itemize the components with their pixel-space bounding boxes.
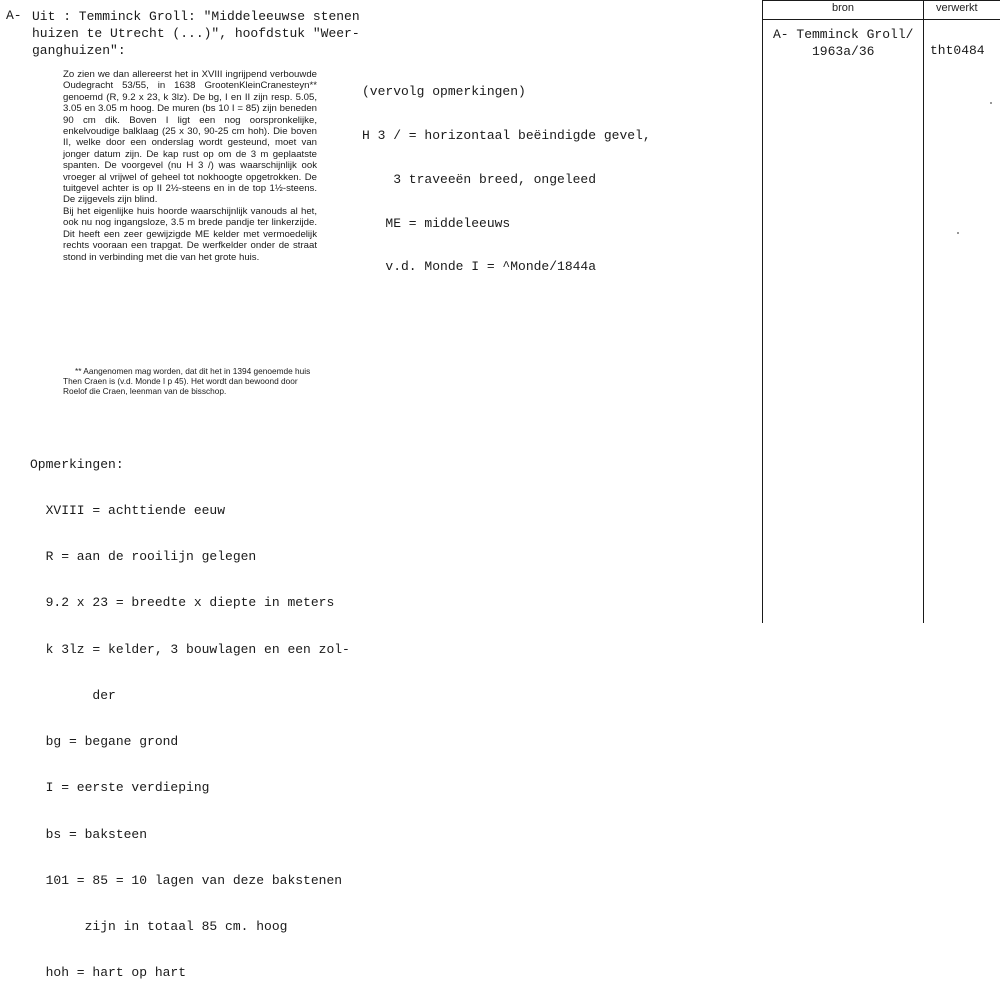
- scan-speck: [957, 232, 959, 234]
- verwerkt-cell: tht0484: [930, 43, 985, 58]
- scan-speck: [990, 102, 992, 104]
- entry-label: A-: [6, 8, 22, 23]
- remark-line: der: [30, 687, 116, 703]
- remark-line: 3 traveeën breed, ongeleed: [362, 171, 597, 187]
- remark-line: k 3lz = kelder, 3 bouwlagen en een zol-: [30, 641, 350, 657]
- bron-cell: A- Temminck Groll/ 1963a/36: [773, 27, 914, 59]
- remark-line: v.d. Monde I = ^Monde/1844a: [362, 259, 597, 275]
- remark-line: 9.2 x 23 = breedte x diepte in meters: [30, 595, 335, 611]
- source-heading: Uit : Temminck Groll: "Middeleeuwse stenen huizen te Utrecht (...)", hoofdstuk "Weer- ganghuizen":: [32, 9, 360, 58]
- quote-paragraph-2: Bij het eigenlijke huis hoorde waarschijnlijk vanouds al het, ook nu nog ingangsloze, 3.5 m brede pandje ter linkerzijde. Dit heeft een zeer gewijzigde ME kelder met vermoedelijk rechts vooraan een trapgat. De werfkelder onder de straat stond in verbinding met die van het grote huis.: [63, 205, 317, 263]
- quoted-passage: [63, 69, 317, 263]
- remark-line: I = eerste verdieping: [30, 780, 210, 796]
- table-border-left: [762, 0, 763, 623]
- footnote: ** Aangenomen mag worden, dat dit het in 1394 genoemde huis Then Craen is (v.d. Monde I p 45). Het wordt dan bewoond door Roelof die Craen, leenman van de bisschop.: [63, 366, 311, 396]
- column-header-bron: bron: [832, 2, 855, 14]
- remarks-heading: Opmerkingen:: [30, 456, 124, 472]
- remark-line: XVIII = achttiende eeuw: [30, 503, 226, 519]
- remark-line: 101 = 85 = 10 lagen van deze bakstenen: [30, 872, 343, 888]
- remark-line: bs = baksteen: [30, 826, 148, 842]
- remark-line: H 3 / = horizontaal beëindigde gevel,: [362, 127, 651, 143]
- table-header-rule: [762, 19, 1000, 20]
- remarks-continued-heading: (vervolg opmerkingen): [362, 84, 526, 100]
- remark-line: bg = begane grond: [30, 734, 179, 750]
- remarks-list: [30, 426, 350, 996]
- remark-line: hoh = hart op hart: [30, 965, 187, 981]
- table-border-top: [762, 0, 1000, 1]
- table-divider: [923, 0, 924, 623]
- remarks-continued: [362, 56, 651, 290]
- column-header-verwerkt: verwerkt: [936, 2, 978, 14]
- remark-line: zijn in totaal 85 cm. hoog: [30, 919, 288, 934]
- remark-line: R = aan de rooilijn gelegen: [30, 549, 257, 565]
- remark-line: ME = middeleeuws: [362, 215, 511, 231]
- quote-paragraph-1: Zo zien we dan allereerst het in XVIII ingrijpend verbouwde Oudegracht 53/55, in 1638 GrootenKleinCranesteyn** genoemd (R, 9.2 x 23, k 3lz). De bg, I en II zijn resp. 5.05, 3.05 en 3.05 m hoog. De muren (bs 10 I = 85) zijn beneden 90 cm dik. Boven I ligt een nog oorspronkelijke, enkelvoudige balklaag (25 x 30, 90-25 cm hoh). Die boven II, welke door een onderslag wordt gesteund, moet van jonger datum zijn. De kap rust op om de 3 m geplaatste spanten. De voorgevel (nu H 3 /) was waarschijnlijk ook vroeger al vrijwel of geheel tot nokhoogte opgetrokken. De tuitgevel achter is op II 2½-steens en in de top 1½-steens. De zijgevels zijn blind.: [63, 69, 317, 206]
